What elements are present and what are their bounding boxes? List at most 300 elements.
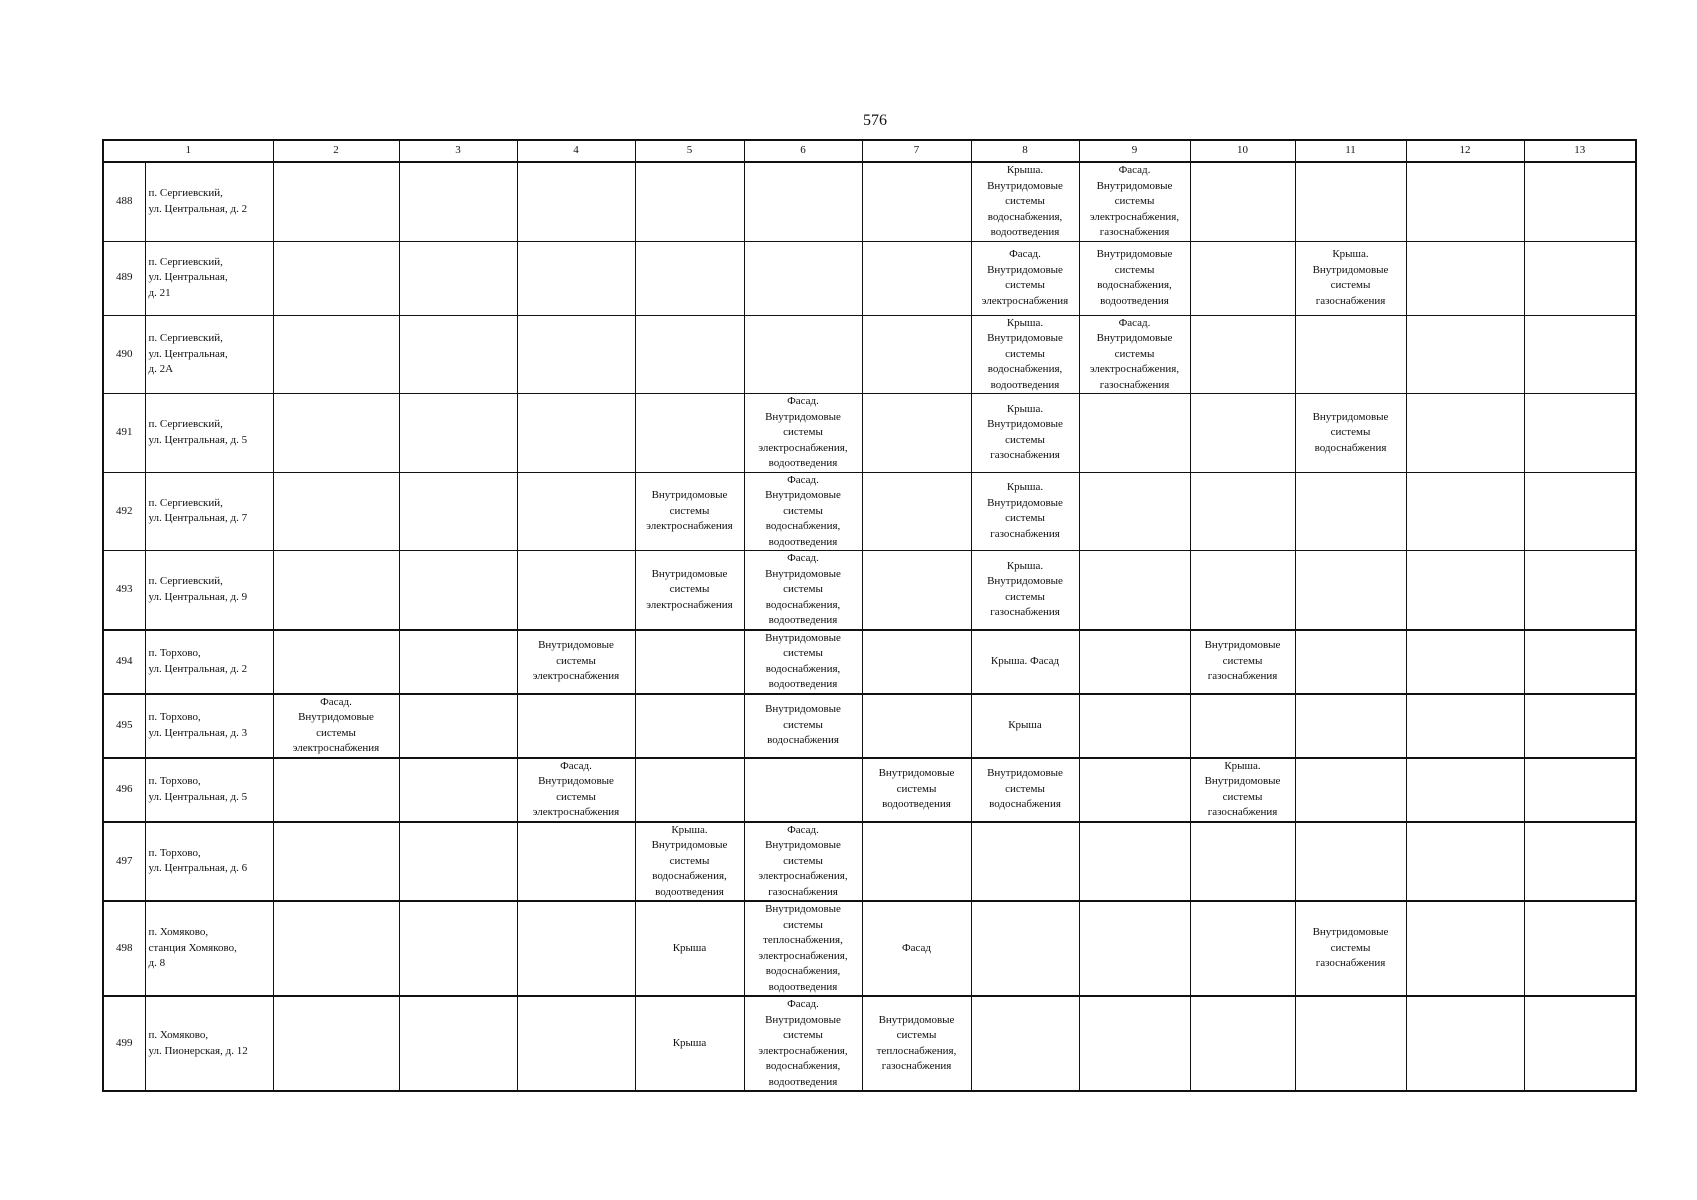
cell-col-9 — [1079, 394, 1190, 473]
column-header-2: 2 — [273, 140, 399, 162]
work-type-line: Крыша. Фасад — [990, 654, 1060, 667]
work-type-line: системы — [783, 426, 823, 438]
cell-col-2 — [273, 394, 399, 473]
address-line: п. Хомяково, — [148, 1029, 209, 1041]
row-number: 488 — [103, 162, 145, 241]
address-line: ул. Центральная, — [148, 347, 228, 360]
address-line: п. Торхово, — [148, 647, 201, 659]
work-type-line: Фасад. — [787, 552, 819, 564]
work-type-line: Внутридомовые — [765, 1013, 841, 1026]
work-type-line: системы — [783, 854, 823, 867]
work-type-line: системы — [1222, 654, 1263, 667]
row-number: 495 — [103, 694, 145, 758]
address-line: п. Торхово, — [148, 846, 201, 859]
cell-col-2 — [273, 241, 399, 315]
work-type-line: Внутридомовые — [1312, 410, 1389, 423]
cell-col-6 — [744, 996, 862, 1091]
work-type-line: Крыша. — [671, 823, 708, 836]
cell-col-2 — [273, 472, 399, 551]
work-type-line: системы — [783, 918, 823, 931]
cell-col-9 — [1079, 315, 1190, 394]
work-type-line: системы — [783, 504, 823, 517]
cell-col-9 — [1079, 241, 1190, 315]
work-type-line: Внутридомовые — [538, 775, 614, 787]
cell-col-10 — [1190, 996, 1295, 1091]
work-type-line: Внутридомовые — [987, 575, 1063, 588]
cell-col-13 — [1524, 315, 1636, 394]
cell-col-6 — [744, 551, 862, 630]
address-line: ул. Пионерская, д. 12 — [148, 1044, 248, 1057]
address-cell — [145, 315, 273, 394]
cell-col-10 — [1190, 694, 1295, 758]
cell-col-8 — [971, 394, 1079, 473]
work-type-line: газоснабжения — [1207, 806, 1278, 818]
cell-col-6 — [744, 758, 862, 822]
work-type-line: системы — [669, 854, 710, 867]
work-type-line: системы — [669, 504, 710, 517]
cell-col-5 — [635, 901, 744, 996]
work-type-line: системы — [669, 583, 710, 595]
work-type-line: Внутридомовые — [1096, 248, 1173, 260]
cell-col-4 — [517, 901, 635, 996]
work-type-line: Фасад. — [1009, 248, 1041, 260]
cell-col-13 — [1524, 551, 1636, 630]
work-type-line: газоснабжения — [990, 449, 1060, 462]
cell-col-12 — [1406, 241, 1524, 315]
cell-col-12 — [1406, 822, 1524, 902]
table-row — [103, 630, 1636, 694]
cell-col-10 — [1190, 630, 1295, 694]
address-line: ул. Центральная, д. 2 — [148, 202, 248, 215]
work-type-line: Внутридомовые — [765, 489, 841, 501]
address-cell — [145, 551, 273, 630]
work-type-line: газоснабжения — [1207, 670, 1278, 683]
cell-col-2 — [273, 901, 399, 996]
cell-col-12 — [1406, 162, 1524, 241]
cell-col-5 — [635, 394, 744, 473]
cell-col-13 — [1524, 630, 1636, 694]
work-type-line: водоотведения — [768, 980, 838, 993]
work-type-line: системы — [783, 1029, 823, 1041]
page-number: 576 — [863, 112, 887, 129]
work-type-line: электроснабжения — [532, 806, 620, 818]
work-type-line: электроснабжения, — [758, 1044, 848, 1057]
cell-col-8 — [971, 472, 1079, 551]
address-line: ул. Центральная, д. 2 — [148, 662, 248, 675]
column-header-1: 1 — [103, 140, 273, 162]
cell-col-9 — [1079, 996, 1190, 1091]
work-type-line: Внутридомовые — [765, 703, 841, 716]
address-line: п. Сергиевский, — [148, 332, 223, 344]
cell-col-7 — [862, 901, 971, 996]
cell-col-2 — [273, 162, 399, 241]
cell-col-2 — [273, 630, 399, 694]
cell-col-4 — [517, 822, 635, 902]
cell-col-6 — [744, 394, 862, 473]
cell-col-13 — [1524, 394, 1636, 473]
work-type-line: водоснабжения, — [765, 965, 841, 977]
work-type-line: электроснабжения — [646, 520, 733, 532]
address-cell — [145, 758, 273, 822]
work-type-line: Внутридомовые — [878, 1013, 955, 1026]
cell-col-5 — [635, 162, 744, 241]
cell-col-9 — [1079, 694, 1190, 758]
work-type-line: системы — [1005, 512, 1045, 525]
cell-col-9 — [1079, 758, 1190, 822]
cell-col-4 — [517, 162, 635, 241]
address-line: д. 8 — [148, 957, 166, 970]
work-type-line: Внутридомовые — [987, 418, 1063, 431]
work-type-line: системы — [316, 726, 356, 739]
work-type-line: водоотведения — [768, 678, 838, 690]
work-type-line: системы — [1005, 195, 1045, 207]
cell-col-3 — [399, 996, 517, 1091]
cell-col-6 — [744, 630, 862, 694]
work-type-line: Внутридомовые — [765, 631, 841, 644]
work-type-line: системы — [1114, 195, 1155, 207]
cell-col-13 — [1524, 822, 1636, 902]
cell-col-3 — [399, 822, 517, 902]
address-line: п. Сергиевский, — [148, 418, 223, 431]
work-type-line: электроснабжения — [646, 598, 733, 611]
work-type-line: Фасад. — [787, 473, 819, 486]
work-type-line: газоснабжения — [1315, 957, 1386, 970]
cell-col-10 — [1190, 472, 1295, 551]
work-type-line: электроснабжения, — [1089, 363, 1180, 375]
cell-col-5 — [635, 694, 744, 758]
address-line: п. Торхово, — [148, 711, 201, 723]
work-type-line: Крыша. — [1224, 759, 1261, 772]
work-type-line: Внутридомовые — [538, 639, 614, 652]
work-type-line: водоснабжения, — [987, 210, 1063, 223]
cell-col-3 — [399, 758, 517, 822]
column-header-6: 6 — [744, 140, 862, 162]
cell-col-9 — [1079, 901, 1190, 996]
cell-col-9 — [1079, 630, 1190, 694]
table-row — [103, 472, 1636, 551]
cell-col-12 — [1406, 630, 1524, 694]
row-number: 498 — [103, 901, 145, 996]
cell-col-5 — [635, 996, 744, 1091]
cell-col-13 — [1524, 996, 1636, 1091]
work-type-line: Крыша — [672, 1036, 707, 1049]
address-line: ул. Центральная, д. 3 — [148, 726, 248, 739]
work-type-line: водоснабжения, — [765, 598, 841, 611]
work-type-line: водоснабжения, — [987, 363, 1063, 375]
row-number: 493 — [103, 551, 145, 630]
cell-col-11 — [1295, 996, 1406, 1091]
cell-col-7 — [862, 551, 971, 630]
work-type-line: системы — [783, 583, 823, 595]
work-type-line: газоснабжения — [1099, 378, 1170, 391]
work-type-line: электроснабжения, — [758, 441, 848, 454]
cell-col-10 — [1190, 551, 1295, 630]
column-header-13: 13 — [1524, 140, 1636, 162]
work-type-line: системы — [1330, 279, 1371, 291]
table-row — [103, 996, 1636, 1091]
cell-col-8 — [971, 551, 1079, 630]
work-type-line: системы — [1330, 941, 1371, 954]
cell-col-8 — [971, 315, 1079, 394]
work-type-line: электроснабжения, — [1089, 210, 1180, 223]
cell-col-7 — [862, 630, 971, 694]
cell-col-12 — [1406, 996, 1524, 1091]
cell-col-5 — [635, 822, 744, 902]
row-number: 490 — [103, 315, 145, 394]
cell-col-13 — [1524, 241, 1636, 315]
cell-col-12 — [1406, 901, 1524, 996]
cell-col-9 — [1079, 551, 1190, 630]
work-type-line: системы — [1114, 347, 1155, 360]
address-line: ул. Центральная, д. 5 — [148, 433, 248, 446]
work-type-line: водоснабжения, — [765, 1060, 841, 1072]
cell-col-6 — [744, 315, 862, 394]
cell-col-2 — [273, 315, 399, 394]
cell-col-3 — [399, 394, 517, 473]
cell-col-5 — [635, 241, 744, 315]
work-type-line: газоснабжения — [990, 606, 1060, 619]
work-type-line: Внутридомовые — [1204, 639, 1281, 652]
cell-col-6 — [744, 822, 862, 902]
work-type-line: Внутридомовые — [651, 839, 728, 851]
work-type-line: Крыша. — [1006, 316, 1044, 329]
work-type-line: водоотведения — [882, 798, 951, 811]
cell-col-13 — [1524, 758, 1636, 822]
work-type-line: Внутридомовые — [987, 179, 1063, 192]
cell-col-10 — [1190, 758, 1295, 822]
work-type-line: системы — [556, 790, 596, 803]
work-type-line: водоотведения — [768, 457, 838, 469]
work-type-line: водоотведения — [768, 1075, 838, 1088]
work-type-line: Фасад — [901, 941, 932, 954]
row-number: 491 — [103, 394, 145, 473]
cell-col-11 — [1295, 394, 1406, 473]
cell-col-8 — [971, 822, 1079, 902]
work-type-line: газоснабжения — [990, 527, 1060, 540]
work-type-line: Внутридомовые — [765, 567, 841, 580]
work-type-line: Крыша — [1008, 718, 1042, 731]
cell-col-11 — [1295, 758, 1406, 822]
cell-col-3 — [399, 694, 517, 758]
cell-col-2 — [273, 996, 399, 1091]
cell-col-13 — [1524, 162, 1636, 241]
column-header-7: 7 — [862, 140, 971, 162]
cell-col-7 — [862, 241, 971, 315]
cell-col-2 — [273, 822, 399, 902]
work-type-line: Внутридомовые — [987, 263, 1063, 276]
table-row — [103, 315, 1636, 394]
column-header-4: 4 — [517, 140, 635, 162]
work-type-line: Внутридомовые — [651, 567, 728, 580]
address-line: ул. Центральная, д. 9 — [148, 590, 248, 603]
work-type-line: системы — [896, 1029, 937, 1041]
cell-col-12 — [1406, 472, 1524, 551]
cell-col-9 — [1079, 822, 1190, 902]
cell-col-10 — [1190, 901, 1295, 996]
cell-col-10 — [1190, 162, 1295, 241]
cell-col-4 — [517, 241, 635, 315]
work-type-line: водоотведения — [768, 535, 838, 548]
work-type-line: системы — [783, 647, 823, 659]
address-line: ул. Центральная, д. 5 — [148, 790, 248, 803]
cell-col-8 — [971, 901, 1079, 996]
table-row — [103, 901, 1636, 996]
work-type-line: газоснабжения — [1315, 294, 1386, 307]
address-cell — [145, 241, 273, 315]
row-number: 494 — [103, 630, 145, 694]
cell-col-2 — [273, 551, 399, 630]
cell-col-11 — [1295, 694, 1406, 758]
address-line: д. 2А — [148, 363, 174, 375]
work-type-line: Внутридомовые — [1096, 179, 1173, 192]
cell-col-9 — [1079, 162, 1190, 241]
work-type-line: Фасад. — [1118, 164, 1151, 176]
cell-col-7 — [862, 758, 971, 822]
table-row — [103, 162, 1636, 241]
address-cell — [145, 472, 273, 551]
address-line: п. Сергиевский, — [148, 496, 223, 509]
work-type-line: водоснабжения — [1314, 441, 1387, 454]
cell-col-8 — [971, 241, 1079, 315]
cell-col-3 — [399, 551, 517, 630]
address-line: п. Сергиевский, — [148, 575, 223, 588]
cell-col-12 — [1406, 551, 1524, 630]
cell-col-12 — [1406, 315, 1524, 394]
address-cell — [145, 822, 273, 902]
work-type-line: электроснабжения, — [758, 949, 848, 962]
work-type-line: Внутридомовые — [298, 711, 374, 723]
cell-col-8 — [971, 996, 1079, 1091]
address-line: д. 21 — [148, 286, 171, 299]
cell-col-13 — [1524, 472, 1636, 551]
cell-col-4 — [517, 472, 635, 551]
cell-col-10 — [1190, 315, 1295, 394]
row-number: 492 — [103, 472, 145, 551]
work-type-line: Фасад. — [787, 823, 819, 836]
work-type-line: Внутридомовые — [1096, 332, 1173, 344]
work-type-line: системы — [556, 654, 596, 667]
address-line: ул. Центральная, д. 7 — [148, 512, 248, 525]
work-type-line: Фасад. — [320, 695, 352, 708]
work-type-line: водоотведения — [1100, 294, 1169, 307]
cell-col-2 — [273, 758, 399, 822]
work-type-line: водоснабжения, — [1097, 279, 1172, 291]
cell-col-8 — [971, 694, 1079, 758]
work-type-line: газоснабжения — [1099, 226, 1170, 238]
cell-col-6 — [744, 162, 862, 241]
cell-col-7 — [862, 822, 971, 902]
row-number: 496 — [103, 758, 145, 822]
address-cell — [145, 901, 273, 996]
cell-col-7 — [862, 315, 971, 394]
address-cell — [145, 162, 273, 241]
cell-col-6 — [744, 901, 862, 996]
cell-col-12 — [1406, 758, 1524, 822]
work-type-line: системы — [1005, 347, 1045, 360]
work-type-line: электроснабжения — [981, 294, 1069, 307]
cell-col-13 — [1524, 694, 1636, 758]
cell-col-8 — [971, 630, 1079, 694]
work-type-line: Внутридомовые — [765, 410, 841, 423]
work-type-line: Внутридомовые — [765, 839, 841, 851]
work-type-line: водоснабжения, — [765, 520, 841, 532]
address-line: станция Хомяково, — [148, 941, 237, 954]
address-line: п. Сергиевский, — [148, 255, 223, 268]
work-type-line: водоснабжения, — [652, 870, 727, 882]
table-row — [103, 822, 1636, 902]
work-type-line: системы — [896, 782, 937, 795]
work-type-line: Внутридомовые — [1204, 775, 1281, 787]
cell-col-3 — [399, 901, 517, 996]
row-number: 499 — [103, 996, 145, 1091]
work-type-line: системы — [1005, 590, 1045, 603]
table-row — [103, 394, 1636, 473]
table-row — [103, 241, 1636, 315]
cell-col-11 — [1295, 315, 1406, 394]
cell-col-4 — [517, 630, 635, 694]
cell-col-5 — [635, 315, 744, 394]
work-type-line: электроснабжения, — [758, 870, 848, 882]
table-row — [103, 551, 1636, 630]
work-type-line: Фасад. — [787, 395, 819, 407]
work-type-line: Внутридомовые — [987, 496, 1063, 509]
cell-col-3 — [399, 162, 517, 241]
cell-col-11 — [1295, 472, 1406, 551]
work-type-line: системы — [1005, 782, 1045, 795]
cell-col-12 — [1406, 694, 1524, 758]
cell-col-4 — [517, 996, 635, 1091]
cell-col-11 — [1295, 630, 1406, 694]
address-cell — [145, 630, 273, 694]
header-row — [103, 140, 1636, 162]
column-header-10: 10 — [1190, 140, 1295, 162]
cell-col-10 — [1190, 822, 1295, 902]
cell-col-5 — [635, 472, 744, 551]
cell-col-3 — [399, 472, 517, 551]
column-header-8: 8 — [971, 140, 1079, 162]
cell-col-7 — [862, 996, 971, 1091]
address-cell — [145, 694, 273, 758]
address-cell — [145, 394, 273, 473]
work-type-line: Внутридомовые — [765, 903, 841, 915]
work-type-line: системы — [1005, 433, 1045, 446]
address-line: п. Сергиевский, — [148, 187, 223, 200]
cell-col-4 — [517, 694, 635, 758]
cell-col-3 — [399, 241, 517, 315]
cell-col-5 — [635, 758, 744, 822]
column-header-11: 11 — [1295, 140, 1406, 162]
address-line: п. Хомяково, — [148, 926, 209, 939]
cell-col-7 — [862, 472, 971, 551]
work-type-line: Внутридомовые — [1312, 263, 1389, 276]
cell-col-5 — [635, 630, 744, 694]
work-type-line: Внутридомовые — [1312, 926, 1389, 939]
work-type-line: водоотведения — [655, 885, 724, 898]
work-type-line: теплоснабжения, — [876, 1044, 957, 1057]
work-type-line: Фасад. — [787, 998, 819, 1010]
cell-col-7 — [862, 394, 971, 473]
work-type-line: системы — [1222, 790, 1263, 803]
table-row — [103, 758, 1636, 822]
cell-col-6 — [744, 241, 862, 315]
row-number: 489 — [103, 241, 145, 315]
cell-col-4 — [517, 315, 635, 394]
work-type-line: водоснабжения — [767, 734, 839, 747]
column-header-3: 3 — [399, 140, 517, 162]
work-type-line: водоснабжения, — [765, 662, 841, 675]
cell-col-6 — [744, 472, 862, 551]
column-header-12: 12 — [1406, 140, 1524, 162]
